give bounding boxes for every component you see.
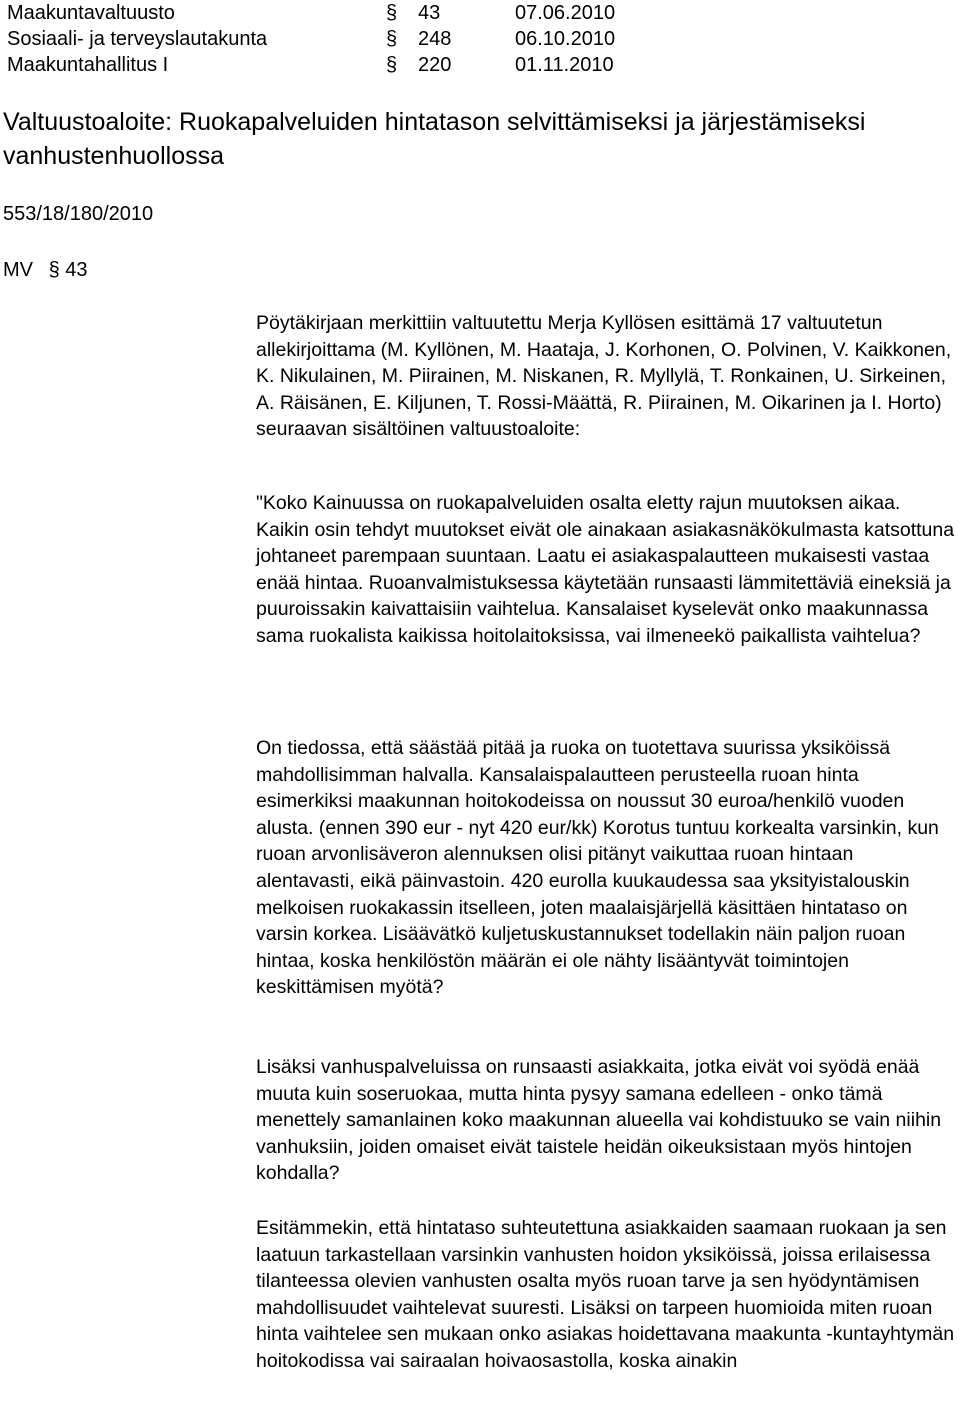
section-sign: §: [48, 259, 60, 281]
meeting-body: Maakuntahallitus I: [7, 54, 169, 76]
meeting-body: Sosiaali- ja terveyslautakunta: [7, 28, 268, 50]
document-title: Valtuustoaloite: Ruokapalveluiden hintatason selvittämiseksi ja järjestämiseksi vanhustenhuollossa: [3, 108, 866, 170]
section-number: 43: [418, 2, 441, 24]
section-number: 43: [65, 259, 88, 281]
body-paragraph: Esitämmekin, että hintataso suhteutettuna asiakkaiden saamaan ruokaan ja sen laatuun tarkastellaan varsinkin vanhusten hoidon yksiköissä, joissa erilaisessa tilanteessa olevien vanhusten osalta myös ruoan tarve ja sen hyödyntämisen mahdollisuudet vaihtelevat suuresti. Lisäksi on tarpeen huomioida miten ruoan hinta vaihtelee sen mukaan onko asiakas hoidettavana maakunta -kuntayhtymän hoitokodissa vai sairaalan hoivaosastolla, koska ainakin: [256, 1217, 955, 1372]
diary-number: 553/18/180/2010: [3, 203, 154, 225]
body-paragraph: On tiedossa, että säästää pitää ja ruoka on tuotettava suurissa yksiköissä mahdollisimman halvalla. Kansalaispalautteen perusteella ruoan hinta esimerkiksi maakunnan hoitokodeissa on noussut 30 euroa/henkilö vuoden alusta. (ennen 390 eur - nyt 420 eur/kk) Korotus tuntuu korkealta varsinkin, kun ruoan arvonlisäveron alennuksen olisi pitänyt vaikuttaa ruoan hintaan alentavasti, eikä päinvastoin. 420 eurolla kuukaudessa saa yksityistalouskin melkoisen ruokakassin itselleen, joten maalaisjärjellä käsittäen hintataso on varsin korkea. Lisäävätkö kuljetuskustannukset todellakin näin paljon ruoan hintaa, koska henkilöstön määrän ei ole nähty lisääntyvät toimintojen keskittämisen myötä?: [256, 737, 939, 999]
meeting-date: 06.10.2010: [515, 28, 616, 50]
mv-label: MV: [3, 259, 33, 281]
body-paragraph: Lisäksi vanhuspalveluissa on runsaasti asiakkaita, jotka eivät voi syödä enää muuta kuin soseruokaa, mutta hinta pysyy samana edelleen - onko tämä menettely samanlainen koko maakunnan alueella vai kohdistuuko se vain niihin vanhuksiin, joiden omaiset eivät taistele heidän oikeuksistaan myös hintojen kohdalla?: [256, 1056, 942, 1185]
meeting-date: 01.11.2010: [515, 54, 614, 76]
meeting-date: 07.06.2010: [515, 2, 616, 24]
section-number: 220: [418, 54, 452, 76]
section-number: 248: [418, 28, 452, 50]
section-sign: §: [386, 54, 398, 76]
section-sign: §: [386, 2, 398, 24]
meeting-body: Maakuntavaltuusto: [7, 2, 175, 24]
section-sign: §: [386, 28, 398, 50]
body-paragraph: Pöytäkirjaan merkittiin valtuutettu Merja Kyllösen esittämä 17 valtuutetun allekirjoittama (M. Kyllönen, M. Haataja, J. Korhonen, O. Polvinen, V. Kaikkonen, K. Nikulainen, M. Piirainen, M. Niskanen, R. Myllylä, T. Ronkainen, U. Sirkeinen, A. Räisänen, E. Kiljunen, T. Rossi-Määttä, R. Piirainen, M. Oikarinen ja I. Horto) seuraavan sisältöinen valtuustoaloite:: [256, 312, 952, 441]
mv-reference: [3, 257, 88, 283]
body-paragraph: "Koko Kainuussa on ruokapalveluiden osalta eletty rajun muutoksen aikaa. Kaikin osin tehdyt muutokset eivät ole ainakaan asiakasnäkökulmasta katsottuna johtaneet parempaan suuntaan. Laatu ei asiakaspalautteen mukaisesti vastaa enää hintaa. Ruoanvalmistuksessa käytetään runsaasti lämmitettäviä eineksiä ja puuroissakin kaivattaisiin vaihtelua. Kansalaiset kyselevät onko maakunnassa sama ruokalista kaikissa hoitolaitoksissa, vai ilmeneekö paikallista vaihtelua?: [256, 492, 955, 647]
